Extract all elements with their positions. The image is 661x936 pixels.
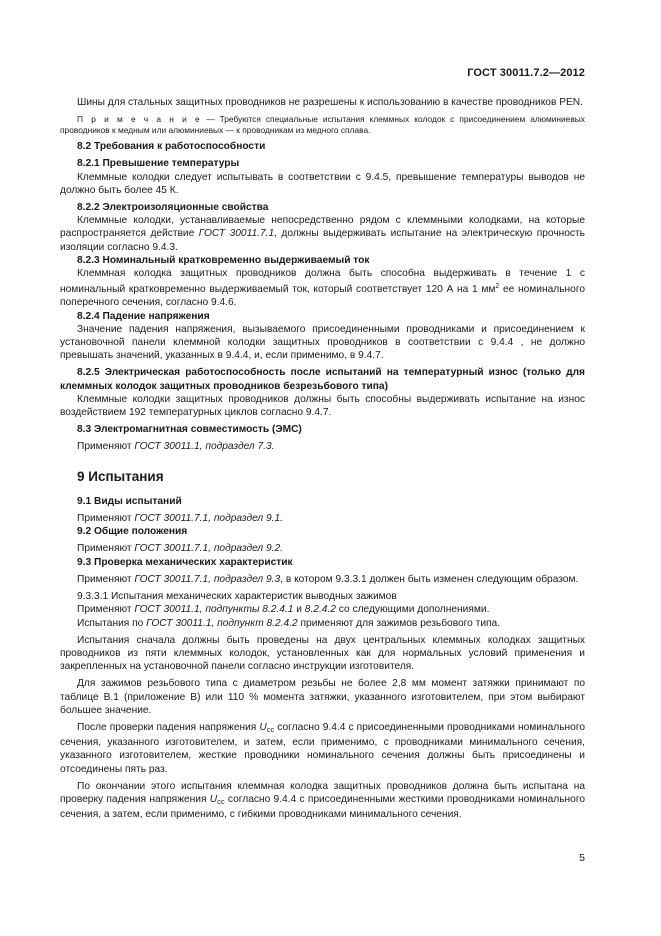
- text-part: , должны выдерживать испытание на электрическую прочность изоляции согласно 9.4.3.: [60, 228, 585, 253]
- pen-paragraph: Шины для стальных защитных проводников не разрешены к использованию в качестве проводников PEN.: [77, 97, 583, 108]
- section-8-2-1-heading: 8.2.1 Превышение температуры: [77, 158, 240, 170]
- symbol-subscript: cc: [217, 796, 225, 806]
- page-number: 5: [579, 852, 585, 864]
- symbol-subscript: cc: [266, 724, 275, 734]
- paragraph-apply-8-2-4: [60, 603, 585, 616]
- section-8-2-heading: 8.2 Требования к работоспособности: [77, 141, 266, 153]
- text-part: Применяют: [77, 573, 135, 585]
- standard-reference: ГОСТ 30011.1, подраздел 7.3.: [134, 441, 275, 453]
- text-part: , в котором 9.3.3.1 должен быть изменен следующим образом.: [280, 573, 579, 585]
- section-8-2-3-heading: 8.2.3 Номинальный кратковременно выдерживаемый ток: [77, 254, 370, 266]
- text-part: Применяют: [77, 604, 135, 616]
- note-text: — Требуются специальные испытания клеммных колодок с присоединением алюминиевых проводников к медным или алюминиевых — к проводникам из медного сплава.: [60, 114, 585, 136]
- note-paragraph: [60, 114, 585, 136]
- text-part: Применяют: [77, 543, 135, 555]
- section-9-3-text: [60, 573, 585, 586]
- paragraph-threaded-type: [60, 617, 585, 630]
- section-9-2-text: [60, 542, 585, 555]
- document-body: [60, 96, 585, 821]
- section-8-2-2-heading: 8.2.2 Электроизоляционные свойства: [77, 202, 269, 214]
- standard-reference: ГОСТ 30011.1, подпункты 8.2.4.1: [134, 604, 294, 616]
- superscript: 2: [495, 283, 500, 291]
- section-8-2-5-heading: 8.2.5 Электрическая работоспособность после испытаний на температурный износ (только для клеммных колодок защитных проводников безрезьбового типа): [60, 367, 585, 392]
- section-9-1-heading: 9.1 Виды испытаний: [77, 495, 182, 507]
- text-part: Испытания по: [77, 617, 147, 629]
- text-part: и: [293, 604, 305, 616]
- paragraph-torque: Для зажимов резьбового типа с диаметром резьбы не более 2,8 мм момент затяжки принимают по таблице В.1 (приложение В) или 110 % момента затяжки, указанного изготовителем, при этом выбирают большее значение.: [60, 678, 585, 716]
- section-8-3-text: [60, 440, 585, 453]
- section-8-2-2-text: [60, 214, 585, 254]
- section-9-3-heading: 9.3 Проверка механических характеристик: [77, 556, 293, 568]
- paragraph-voltage-drop-check: [60, 721, 585, 776]
- text-part: Применяют: [77, 513, 135, 525]
- paragraph-final-test: [60, 780, 585, 822]
- note-label: П р и м е ч а н и е: [77, 114, 202, 125]
- section-8-2-4-text: Значение падения напряжения, вызываемого присоединенными проводниками и присоединением к установочной панели клеммной колодки защитных проводников в соответствии с 9.4.4 , не должно превышать значений, указанных в 9.4.4, и, если применимо, в 9.4.7.: [60, 323, 585, 362]
- symbol-letter: U: [259, 721, 267, 733]
- standard-reference: ГОСТ 30011.7.1, подраздел 9.3: [134, 573, 281, 585]
- standard-reference: ГОСТ 30011.7.1: [198, 228, 275, 240]
- standard-reference: ГОСТ 30011.1, подпункт 8.2.4.2: [146, 617, 298, 629]
- ucc-symbol: [259, 722, 274, 733]
- text-part: Клеммная колодка защитных проводников должна быть способна выдерживать в течение 1 с номинальный кратковременно выдерживаемый ток, который соответствует 120 А на 1 мм: [60, 268, 585, 296]
- text-part: ее номинального поперечного сечения, согласно 9.4.6.: [60, 284, 585, 309]
- section-9-2-heading: 9.2 Общие положения: [77, 526, 188, 538]
- section-9-3-3-1-heading: 9.3.3.1 Испытания механических характеристик выводных зажимов: [77, 591, 397, 603]
- section-8-2-5-text: Клеммные колодки защитных проводников должны быть способны выдерживать испытание на износ воздействием 192 температурных циклов согласно 9.4.7.: [60, 393, 585, 419]
- standard-reference: ГОСТ 30011.7.1, подраздел 9.2.: [134, 543, 283, 555]
- document-code-header: ГОСТ 30011.7.2—2012: [467, 67, 585, 79]
- text-part: со следующими дополнениями.: [335, 604, 490, 616]
- section-8-2-3-text: [60, 267, 585, 310]
- chapter-9-heading: 9 Испытания: [77, 468, 164, 484]
- text-part: согласно 9.4.4 с присоединенными проводниками номинального сечения, указанного изготовителем, и затем, если применимо, с проводниками минимального сечения, указанного изготовителем, жесткие проводники номинального сечения должны быть присоединены и отсоединены пять раз.: [60, 721, 585, 775]
- section-8-2-4-heading: 8.2.4 Падение напряжения: [77, 310, 210, 322]
- text-part: согласно 9.4.4 с присоединенными жесткими проводниками номинального сечения, а затем, если применимо, с гибкими проводниками минимального сечения.: [60, 793, 585, 821]
- symbol-letter: U: [209, 793, 218, 805]
- text-part: Клеммные колодки, устанавливаемые непосредственно рядом с клеммными колодками, на которые распространяется действие: [60, 215, 585, 240]
- paragraph-tests-first: Испытания сначала должны быть проведены на двух центральных клеммных колодках защитных проводников из пяти клеммных колодок, установленных как для нормальных условий применения и закрепленных на установочной панели согласно инструкции изготовителя.: [60, 634, 585, 673]
- section-8-2-1-text: Клеммные колодки следует испытывать в соответствии с 9.4.5, превышение температуры выводов не должно быть более 45 К.: [60, 171, 585, 196]
- text-part: Применяют: [77, 441, 135, 453]
- section-8-3-heading: 8.3 Электромагнитная совместимость (ЭМС): [77, 424, 302, 436]
- text-part: применяют для зажимов резьбового типа.: [297, 617, 501, 629]
- text-part: После проверки падения напряжения: [77, 721, 260, 733]
- text-part: По окончании этого испытания клеммная колодка защитных проводников должна быть испытана на проверку падения напряжения: [60, 780, 585, 805]
- standard-reference: ГОСТ 30011.7.1, подраздел 9.1.: [134, 513, 283, 525]
- standard-reference: 8.2.4.2: [304, 604, 336, 616]
- ucc-symbol: [210, 794, 225, 805]
- section-9-1-text: [60, 512, 585, 525]
